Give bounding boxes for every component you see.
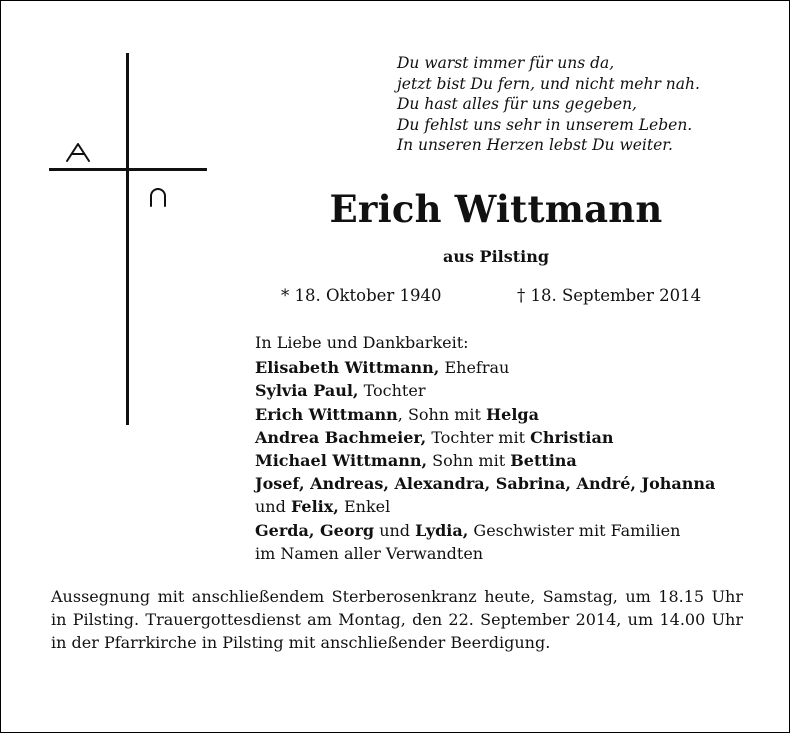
poem-line: Du fehlst uns sehr in unserem Leben. (397, 115, 693, 134)
mourner-relation: Tochter mit (426, 427, 531, 447)
mourner-line (255, 403, 765, 426)
poem-line: Du hast alles für uns gegeben, (397, 95, 637, 113)
mourner-partner: Lydia, (415, 520, 469, 540)
birth-date: * 18. Oktober 1940 (281, 286, 442, 305)
mourner-name: Sylvia Paul, (255, 381, 359, 401)
mourner-name: Erich Wittmann (255, 404, 398, 424)
mourner-relation: und (255, 497, 291, 517)
poem-line: Du warst immer für uns da, (397, 54, 615, 72)
mourner-name: Michael Wittmann, (255, 451, 428, 471)
service-announcement: Aussegnung mit anschließendem Sterberosenkranz heute, Samstag, um 18.15 Uhr in Pilsting. Trauergottesdienst am Montag, den 22. September 2014, um 14.00 Uhr in der Pfarrkirche in Pilsting mit anschließender Beerdigung. (51, 587, 743, 653)
omega-icon (147, 186, 169, 208)
mourner-relation: im Namen aller Verwandten (255, 543, 484, 563)
mourner-name: Andrea Bachmeier, (255, 427, 427, 447)
mourner-relation: Sohn mit (427, 451, 511, 471)
mourner-relation: und (374, 520, 416, 540)
mourner-relation: Ehefrau (439, 358, 510, 378)
mourner-name: Josef, Andreas, Alexandra, Sabrina, André, Johanna (255, 474, 716, 494)
mourner-relation: Tochter (358, 381, 426, 401)
mourner-line (255, 379, 765, 402)
mourner-relation: , Sohn mit (397, 404, 487, 424)
mourner-suffix: Enkel (338, 497, 391, 517)
mourner-line (255, 356, 765, 379)
mourner-line (255, 495, 765, 518)
mourner-partner: Felix, (290, 497, 339, 517)
poem-line: jetzt bist Du fern, und nicht mehr nah. (397, 74, 700, 93)
mourner-partner: Christian (530, 427, 614, 447)
deceased-origin: aus Pilsting (442, 247, 550, 266)
poem-line: In unseren Herzen lebst Du weiter. (397, 136, 673, 154)
mourner-line (255, 542, 765, 565)
mourners-list (255, 331, 765, 565)
mourner-name: Elisabeth Wittmann, (255, 358, 440, 378)
mourner-partner: Bettina (510, 451, 577, 471)
mourner-suffix: Geschwister mit Familien (468, 520, 681, 540)
mourners-intro: In Liebe und Dankbarkeit: (255, 333, 469, 352)
death-date: † 18. September 2014 (517, 286, 702, 305)
mourner-line (255, 472, 765, 495)
cross-icon (49, 53, 209, 425)
cross-vertical-beam (126, 53, 129, 425)
memorial-poem (397, 53, 777, 156)
mourner-partner: Helga (486, 404, 539, 424)
mourner-line (255, 519, 765, 542)
deceased-name: Erich Wittmann (329, 187, 663, 231)
alpha-icon (65, 141, 91, 163)
mourner-line (255, 426, 765, 449)
cross-horizontal-beam (49, 168, 207, 171)
mourner-line (255, 449, 765, 472)
mourner-name: Gerda, Georg (255, 520, 375, 540)
